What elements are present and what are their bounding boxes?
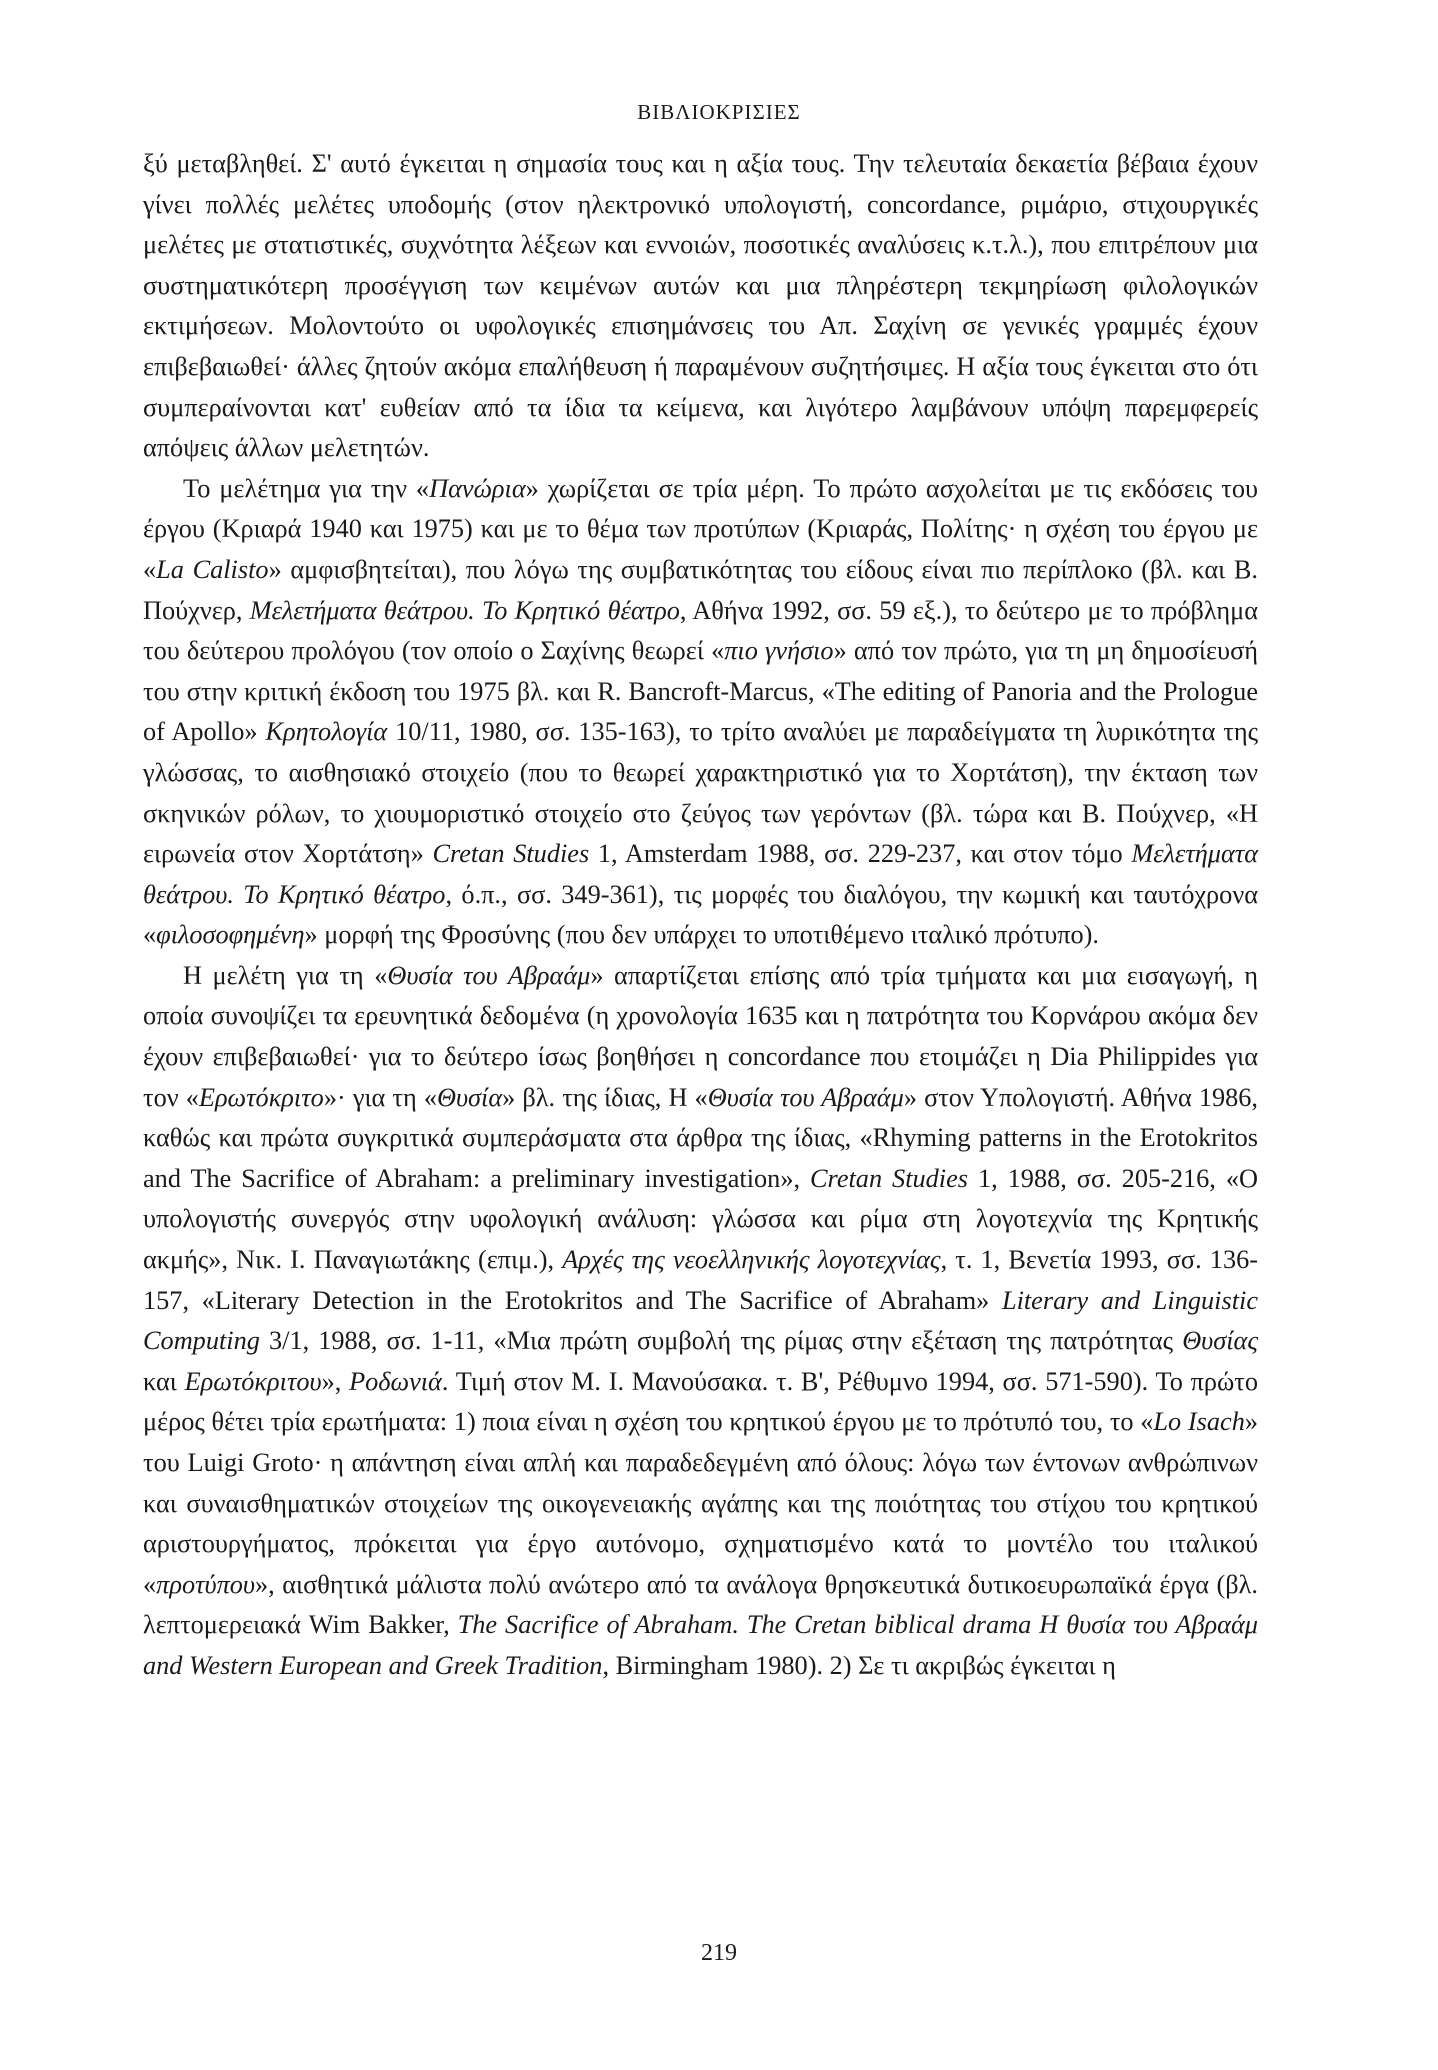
paragraph: Το μελέτημα για την «Πανώρια» χωρίζεται σε τρία μέρη. Το πρώτο ασχολείται με τις εκδόσεις του έργου (Κριαρά 1940 και 1975) και με το θέμα των προτύπων (Κριαράς, Πολίτης· η σχέση του έργου με «La Calisto» αμφισβητείται), που λόγω της συμβατικότητας του είδους είναι πιο περίπλοκο (βλ. και Β. Πούχνερ, Μελετήματα θεάτρου. Το Κρητικό θέατρο, Αθήνα 1992, σσ. 59 εξ.), το δεύτερο με το πρόβλημα του δεύτερου προλόγου (τον οποίο ο Σαχίνης θεωρεί «πιο γνήσιο» από τον πρώτο, για τη μη δημοσίευσή του στην κριτική έκδοση του 1975 βλ. και R. Bancroft-Marcus, «The editing of Panoria and the Prologue of Apollo» Κρητολογία 10/11, 1980, σσ. 135-163), το τρίτο αναλύει με παραδείγματα τη λυρικότητα της γλώσσας, το αισθησιακό στοιχείο (που το θεωρεί χαρακτηριστικό για το Χορτάτση), την έκταση των σκηνικών ρόλων, το χιουμοριστικό στοιχείο στο ζεύγος των γερόντων (βλ. τώρα και Β. Πούχνερ, «Η ειρωνεία στον Χορτάτση» Cretan Studies 1, Amsterdam 1988, σσ. 229-237, και στον τόμο Μελετήματα θεάτρου. Το Κρητικό θέατρο, ό.π., σσ. 349-361), τις μορφές του διαλόγου, την κωμική και ταυτόχρονα «φιλοσοφημένη» μορφή της Φροσύνης (που δεν υπάρχει το υποτιθέμενο ιταλικό πρότυπο). <box>143 473 1259 950</box>
page-number: 219 <box>701 1940 737 1966</box>
running-header: ΒΙΒΛΙΟΚΡΙΣΙΕΣ <box>637 100 801 124</box>
paragraph: Η μελέτη για τη «Θυσία του Αβραάμ» απαρτίζεται επίσης από τρία τμήματα και μια εισαγωγή, η οποία συνοψίζει τα ερευνητικά δεδομένα (η χρονολογία 1635 και η πατρότητα του Κορνάρου ακόμα δεν έχουν επιβεβαιωθεί· για το δεύτερο ίσως βοηθήσει η concordance που ετοιμάζει η Dia Philippides για τον «Ερωτόκριτο»· για τη «Θυσία» βλ. της ίδιας, Η «Θυσία του Αβραάμ» στον Υπολογιστή. Αθήνα 1986, καθώς και πρώτα συγκριτικά συμπεράσματα στα άρθρα της ίδιας, «Rhyming patterns in the Erotokritos and The Sacrifice of Abraham: a preliminary investigation», Cretan Studies 1, 1988, σσ. 205-216, «Ο υπολογιστής συνεργός στην υφολογική ανάλυση: γλώσσα και ρίμα στη λογοτεχνία της Κρητικής ακμής», Νικ. Ι. Παναγιωτάκης (επιμ.), Αρχές της νεοελληνικής λογοτεχνίας, τ. 1, Βενετία 1993, σσ. 136-157, «Literary Detection in the Erotokritos and The Sacrifice of Abraham» Literary and Linguistic Computing 3/1, 1988, σσ. 1-11, «Μια πρώτη συμβολή της ρίμας στην εξέταση της πατρότητας Θυσίας και Ερωτόκριτου», Ροδωνιά. Τιμή στον Μ. Ι. Μανούσακα. τ. Β', Ρέθυμνο 1994, σσ. 571-590). Το πρώτο μέρος θέτει τρία ερωτήματα: 1) ποια είναι η σχέση του κρητικού έργου με το πρότυπό του, το «Lo Isach» του Luigi Groto· η απάντηση είναι απλή και παραδεδεγμένη από όλους: λόγω των έντονων ανθρώπινων και συναισθηματικών στοιχείων της οικογενειακής αγάπης και της ποιότητας του στίχου του κρητικού αριστουργήματος, πρόκειται για έργο αυτόνομο, σχηματισμένο κατά το μοντέλο του ιταλικού «προτύπου», αισθητικά μάλιστα πολύ ανώτερο από τα ανάλογα θρησκευτικά δυτικοευρωπαϊκά έργα (βλ. λεπτομερειακά Wim Bakker, The Sacrifice of Abraham. The Cretan biblical drama Η θυσία του Αβραάμ and Western European and Greek Tradition, Birmingham 1980). 2) Σε τι ακριβώς έγκειται η <box>143 960 1259 1680</box>
body-text <box>143 144 1258 1687</box>
paragraph: ξύ μεταβληθεί. Σ' αυτό έγκειται η σημασία τους και η αξία τους. Την τελευταία δεκαετία βέβαια έχουν γίνει πολλές μελέτες υποδομής (στον ηλεκτρονικό υπολογιστή, concordance, ριμάριο, στιχουργικές μελέτες με στατιστικές, συχνότητα λέξεων και εννοιών, ποσοτικές αναλύσεις κ.τ.λ.), που επιτρέπουν μια συστηματικότερη προσέγγιση των κειμένων αυτών και μια πληρέστερη τεκμηρίωση φιλολογικών εκτιμήσεων. Μολοντούτο οι υφολογικές επισημάνσεις του Απ. Σαχίνη σε γενικές γραμμές έχουν επιβεβαιωθεί· άλλες ζητούν ακόμα επαλήθευση ή παραμένουν συζητήσιμες. Η αξία τους έγκειται στο ότι συμπεραίνονται κατ' ευθείαν από τα ίδια τα κείμενα, και λιγότερο λαμβάνουν υπόψη παρεμφερείς απόψεις άλλων μελετητών. <box>143 149 1258 463</box>
